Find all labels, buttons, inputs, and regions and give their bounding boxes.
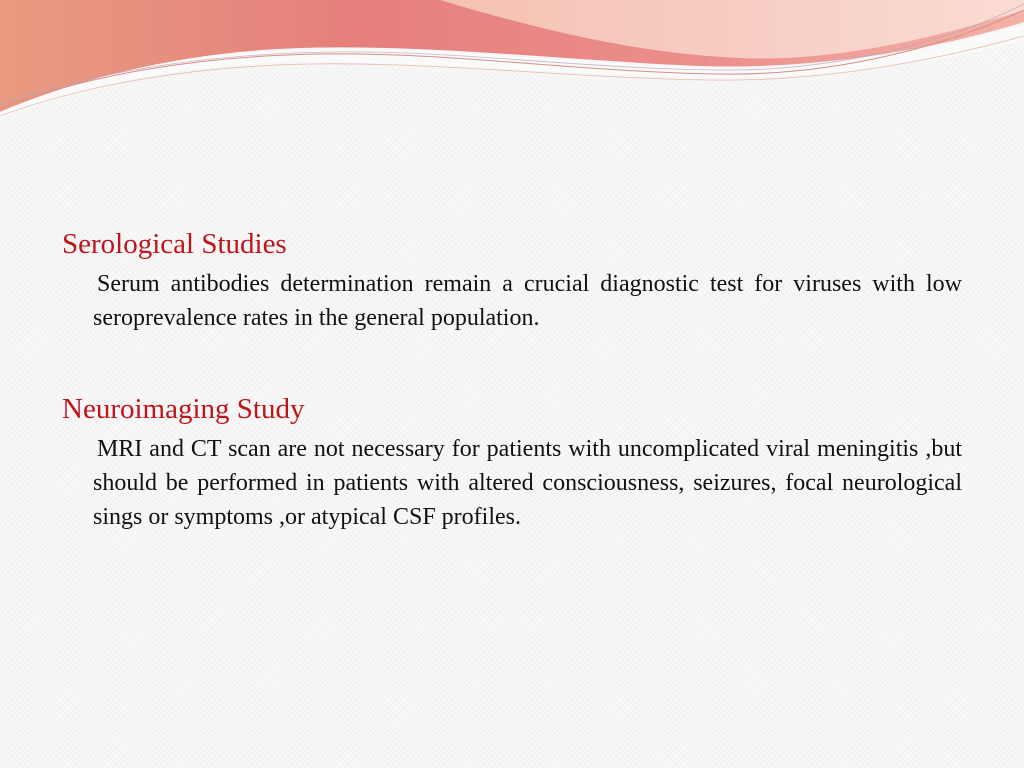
section-body-text: MRI and CT scan are not necessary for patients with uncomplicated viral meningitis ,but should be performed in patients with altered consciousness, seizures, focal neurological sings or symptoms ,or atypical CSF profiles.	[93, 436, 962, 530]
section-heading: Neuroimaging Study	[62, 393, 305, 425]
section-heading: Serological Studies	[62, 228, 287, 260]
section-neuroimaging-study	[62, 391, 962, 534]
section-serological-studies	[62, 226, 962, 335]
section-body-text: Serum antibodies determination remain a crucial diagnostic test for viruses with low seroprevalence rates in the general population.	[93, 271, 962, 331]
header-wave-decoration	[0, 0, 1024, 120]
